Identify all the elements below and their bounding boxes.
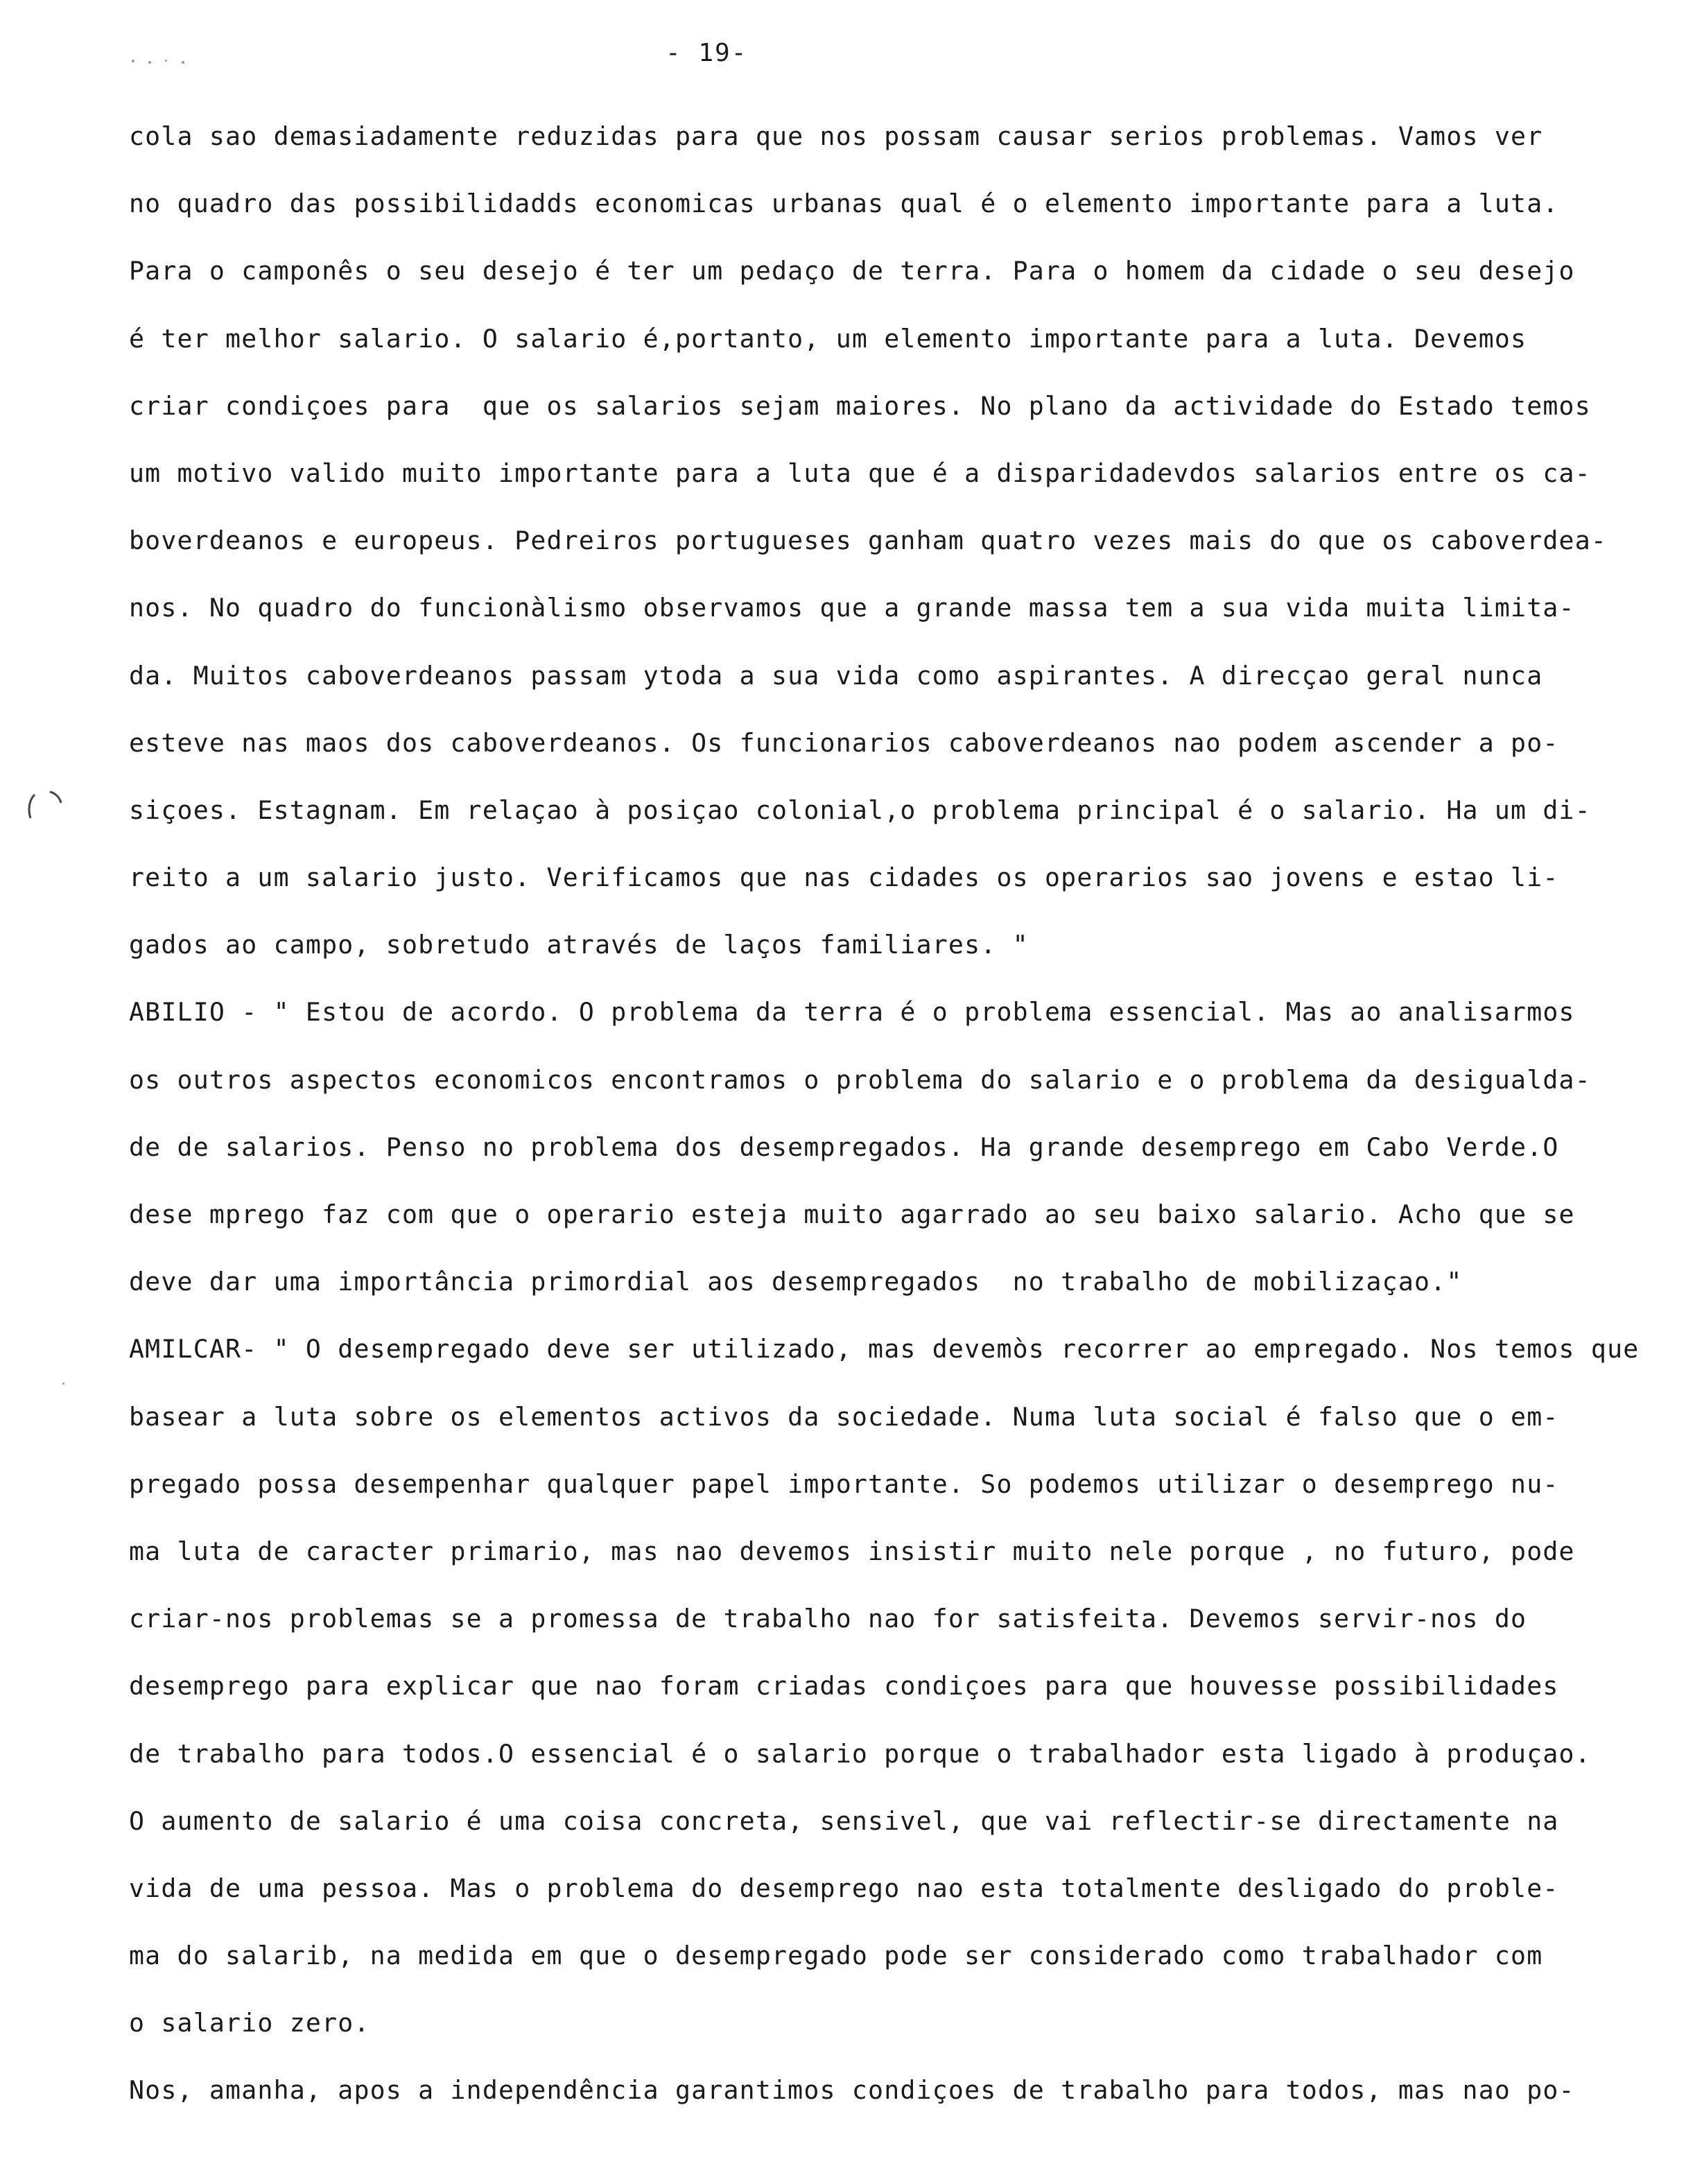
- text-line: criar condiçoes para que os salarios sejam maiores. No plano da actividade do Estado temos: [129, 390, 1591, 421]
- text-line: nos. No quadro do funcionàlismo observamos que a grande massa tem a sua vida muita limita-: [129, 593, 1575, 623]
- scan-speck: [148, 61, 151, 64]
- page-number: - 19-: [666, 39, 748, 67]
- text-line: esteve nas maos dos caboverdeanos. Os funcionarios caboverdeanos nao podem ascender a po-: [129, 727, 1559, 758]
- speaker-line-amilcar: AMILCAR- " O desempregado deve ser utilizado, mas devemòs recorrer ao empregado. Nos temos que: [129, 1334, 1640, 1364]
- text-line: deve dar uma importância primordial aos desempregados no trabalho de mobilizaçao.": [129, 1267, 1463, 1297]
- text-line: siçoes. Estagnam. Em relaçao à posiçao colonial,o problema principal é o salario. Ha um di-: [129, 795, 1591, 825]
- text-line: os outros aspectos economicos encontramos o problema do salario e o problema da desigualda-: [129, 1064, 1591, 1095]
- text-line: da. Muitos caboverdeanos passam ytoda a sua vida como aspirantes. A direcçao geral nunca: [129, 660, 1543, 691]
- text-line: desemprego para explicar que nao foram criadas condiçoes para que houvesse possibilidades: [129, 1671, 1559, 1701]
- text-line: de trabalho para todos.O essencial é o salario porque o trabalhador esta ligado à produçao.: [129, 1738, 1591, 1769]
- body-text: [129, 103, 1682, 2124]
- speaker-line-abilio: ABILIO - " Estou de acordo. O problema da terra é o problema essencial. Mas ao analisarmos: [129, 997, 1575, 1028]
- text-line: o salario zero.: [129, 2008, 370, 2038]
- text-line: um motivo valido muito importante para a luta que é a disparidadevdos salarios entre os ca-: [129, 458, 1591, 488]
- text-line: ma do salarib, na medida em que o desempregado pode ser considerado como trabalhador com: [129, 1941, 1543, 1971]
- text-line: criar-nos problemas se a promessa de trabalho nao for satisfeita. Devemos servir-nos do: [129, 1604, 1527, 1634]
- text-line: vida de uma pessoa. Mas o problema do desemprego nao esta totalmente desligado do proble-: [129, 1873, 1559, 1903]
- text-line: Nos, amanha, apos a independência garantimos condiçoes de trabalho para todos, mas nao po-: [129, 2075, 1575, 2106]
- text-line: no quadro das possibilidadds economicas urbanas qual é o elemento importante para a luta.: [129, 189, 1559, 219]
- text-line: Para o camponês o seu desejo é ter um pedaço de terra. Para o homem da cidade o seu desejo: [129, 256, 1575, 286]
- text-line: ma luta de caracter primario, mas nao devemos insistir muito nele porque , no futuro, pode: [129, 1536, 1575, 1566]
- text-line: gados ao campo, sobretudo através de laços familiares. ": [129, 930, 1029, 960]
- scan-speck: [132, 60, 134, 62]
- scan-speck: [165, 60, 167, 62]
- text-line: é ter melhor salario. O salario é,portanto, um elemento importante para a luta. Devemos: [129, 323, 1527, 354]
- text-line: cola sao demasiadamente reduzidas para que nos possam causar serios problemas. Vamos ver: [129, 121, 1543, 151]
- text-line: boverdeanos e europeus. Pedreiros portugueses ganham quatro vezes mais do que os caboverdea-: [129, 526, 1608, 556]
- scan-speck: [182, 61, 184, 64]
- margin-pencil-mark: [19, 782, 68, 824]
- scan-speck: [62, 1383, 64, 1385]
- text-line: O aumento de salario é uma coisa concreta, sensivel, que vai reflectir-se directamente na: [129, 1805, 1559, 1836]
- text-line: dese mprego faz com que o operario esteja muito agarrado ao seu baixo salario. Acho que se: [129, 1199, 1575, 1229]
- text-line: pregado possa desempenhar qualquer papel importante. So podemos utilizar o desemprego nu-: [129, 1468, 1559, 1499]
- text-line: de de salarios. Penso no problema dos desempregados. Ha grande desemprego em Cabo Verde.O: [129, 1132, 1559, 1162]
- text-line: basear a luta sobre os elementos activos da sociedade. Numa luta social é falso que o em-: [129, 1401, 1559, 1432]
- text-line: reito a um salario justo. Verificamos que nas cidades os operarios sao jovens e estao li-: [129, 863, 1559, 893]
